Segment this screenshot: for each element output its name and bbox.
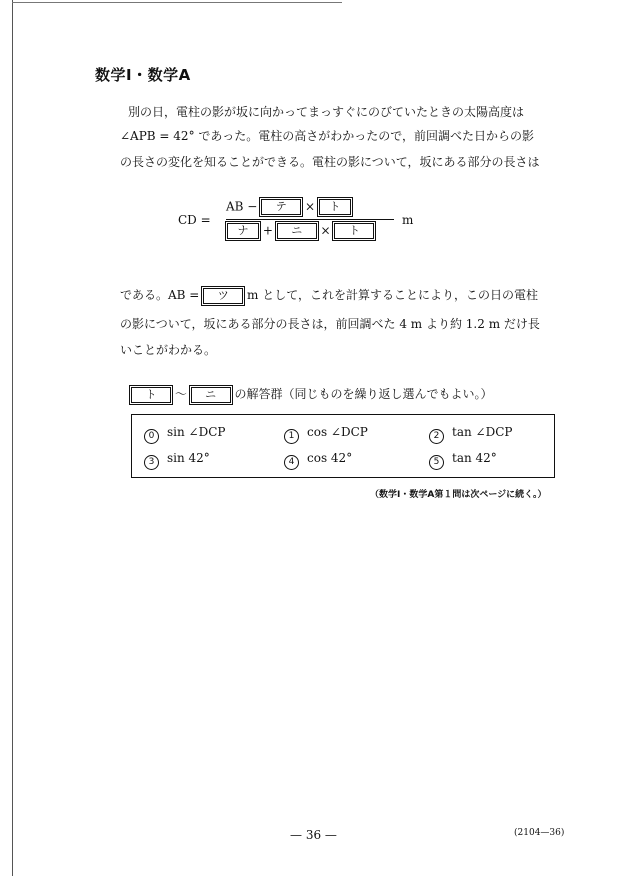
choice-1[interactable] [284,425,368,444]
times-sign-1: × [305,199,316,214]
plus-sign: + [262,223,273,238]
choice-text-5: tan 42° [452,451,497,465]
after-line-3: いことがわかる。 [120,343,217,357]
fraction-line [226,219,394,220]
after-line-1 [120,283,538,307]
page-left-edge [12,0,13,876]
choices-box-from: ト [131,387,171,403]
choice-number-4: 4 [284,455,299,470]
formula-denominator [227,223,374,239]
choice-text-4: cos 42° [307,451,353,465]
choices-tilde: 〜 [174,387,187,401]
choice-text-1: cos ∠DCP [307,425,368,439]
choice-text-2: tan ∠DCP [452,425,513,439]
choice-number-5: 5 [429,455,444,470]
formula-numerator [226,199,351,215]
choice-text-3: sin 42° [167,451,210,465]
choice-4[interactable] [284,451,352,470]
answer-box-to-denominator[interactable]: ト [334,223,374,239]
after-line-1-a: である。AB = [120,288,200,302]
section-title: 数学Ⅰ・数学A [95,66,191,84]
choice-number-1: 1 [284,429,299,444]
paragraph-line-2: ∠APB = 42° であった。電柱の高さがわかったので，前回調べた日からの影 [120,129,535,143]
answer-choices [131,414,555,478]
answer-box-ni[interactable]: ニ [277,223,317,239]
answer-box-te[interactable]: テ [261,199,301,215]
after-line-1-b: m として，これを計算することにより，この日の電柱 [247,288,538,302]
answer-box-tsu[interactable]: ツ [203,288,243,304]
choices-header-text: の解答群（同じものを繰り返し選んでもよい。） [234,387,493,401]
continued-note: （数学Ⅰ・数学A第１問は次ページに続く。） [370,490,547,500]
choice-number-3: 3 [144,455,159,470]
formula-lhs: CD = [178,213,211,227]
after-line-2: の影について，坂にある部分の長さは，前回調べた 4 m より約 1.2 m だけ長 [120,317,540,331]
times-sign-2: × [320,223,331,238]
page-number: — 36 — [290,828,337,842]
formula-unit: m [402,213,414,227]
page-code: (2104—36) [514,828,565,838]
choice-5[interactable] [429,451,497,470]
choice-text-0: sin ∠DCP [167,425,226,439]
choices-header [131,385,493,403]
answer-box-na[interactable]: ナ [227,223,259,239]
cd-formula [178,198,418,248]
numerator-prefix: AB − [226,199,258,214]
choices-box-to: ニ [191,387,231,403]
answer-box-to-numerator[interactable]: ト [319,199,351,215]
choice-number-2: 2 [429,429,444,444]
choice-3[interactable] [144,451,210,470]
page-top-edge [12,2,342,3]
paragraph-line-1: 別の日，電柱の影が坂に向かってまっすぐにのびていたときの太陽高度は [128,105,525,119]
paragraph-line-3: の長さの変化を知ることができる。電柱の影について，坂にある部分の長さは [120,155,540,169]
choice-number-0: 0 [144,429,159,444]
choice-2[interactable] [429,425,512,444]
choice-0[interactable] [144,425,225,444]
